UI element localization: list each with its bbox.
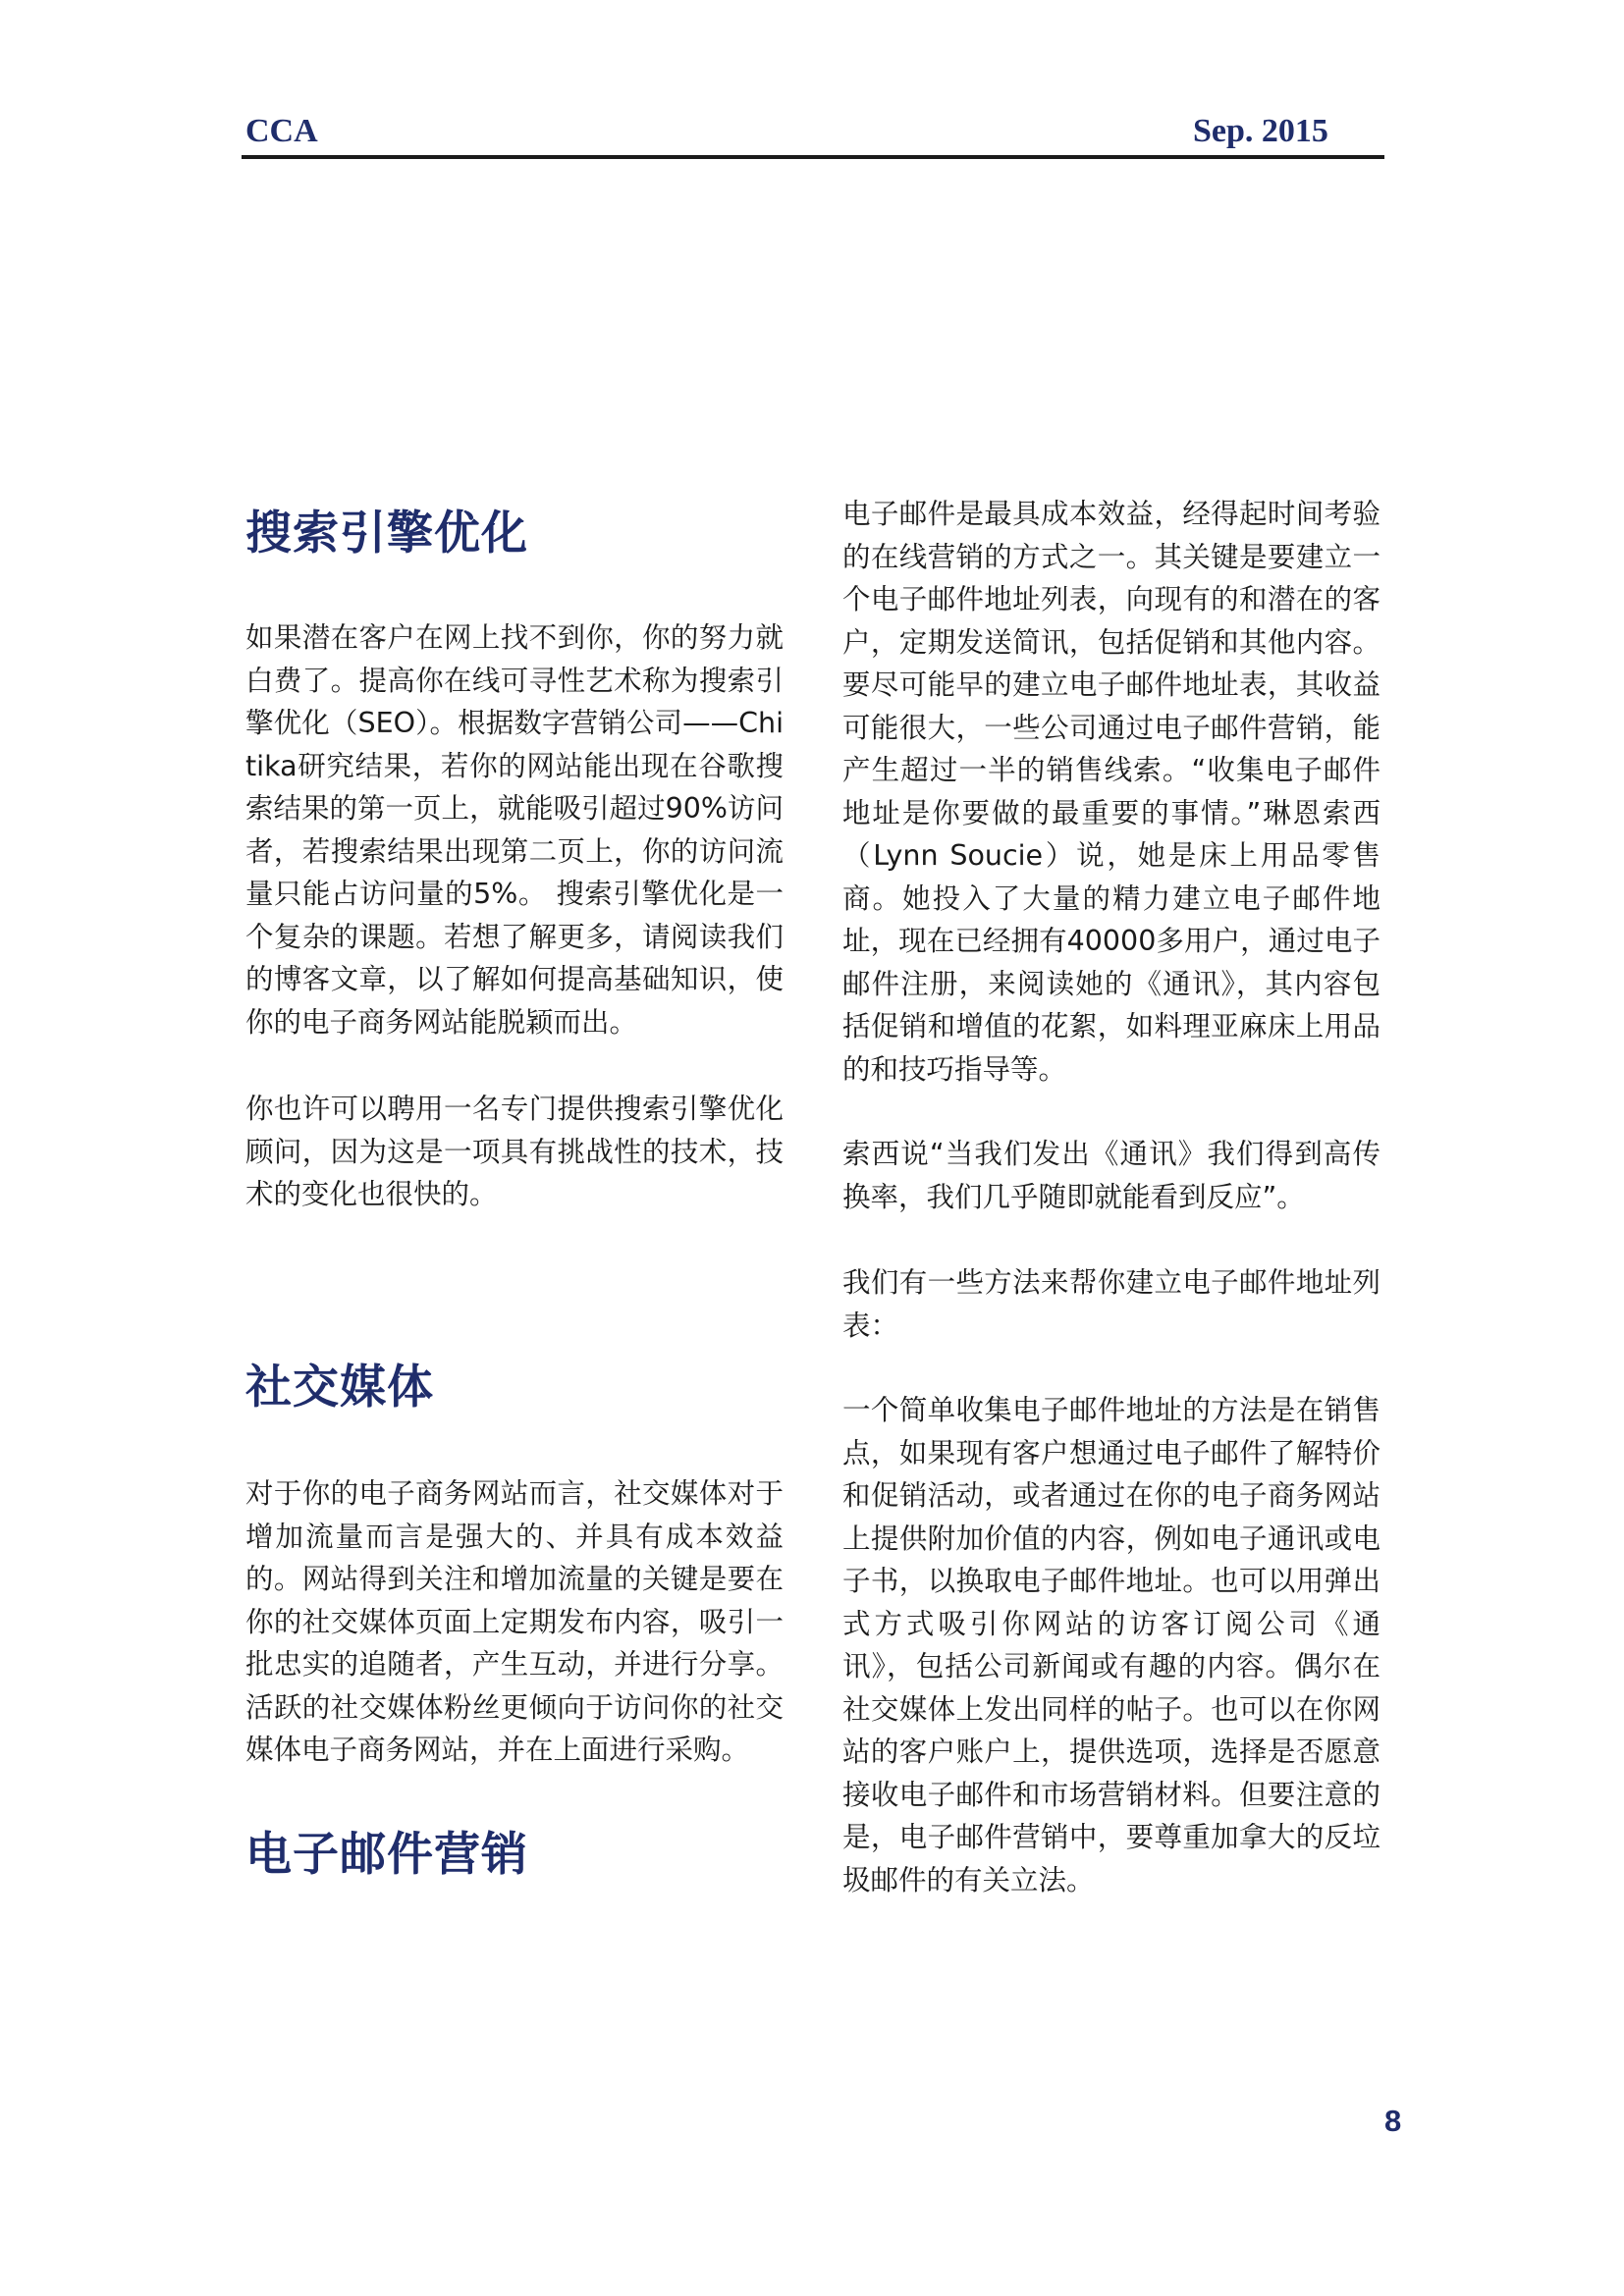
- heading-email-marketing: 电子邮件营销: [245, 1828, 528, 1882]
- header-date: Sep. 2015: [1193, 113, 1328, 149]
- paragraph-seo-consultant: 你也许可以聘用一名专门提供搜索引擎优化顾问，因为这是一项具有挑战性的技术，技术的变化也很快的。: [245, 1093, 784, 1210]
- paragraph-social-media: 对于你的电子商务网站而言，社交媒体对于增加流量而言是强大的、并具有成本效益的。网站得到关注和增加流量的关键是要在你的社交媒体页面上定期发布内容，吸引一批忠实的追随者，产生互动，并进行分享。活跃的社交媒体粉丝更倾向于访问你的社交媒体电子商务网站，并在上面进行采购。: [245, 1477, 784, 1766]
- heading-seo: 搜索引擎优化: [245, 507, 528, 561]
- paragraph-email-quote: 索西说“当我们发出《通讯》我们得到高传换率，我们几乎随即就能看到反应”。: [842, 1138, 1380, 1213]
- page-number: 8: [1384, 2104, 1402, 2138]
- paragraph-email-collection: 一个简单收集电子邮件地址的方法是在销售点，如果现有客户想通过电子邮件了解特价和促销活动，或者通过在你的电子商务网站上提供附加价值的内容，例如电子通讯或电子书，以换取电子邮件地址。也可以用弹出式方式吸引你网站的访客订阅公司《通讯》，包括公司新闻或有趣的内容。偶尔在社交媒体上发出同样的帖子。也可以在你网站的客户账户上，提供选项，选择是否愿意接收电子邮件和市场营销材料。但要注意的是，电子邮件营销中，要尊重加拿大的反垃圾邮件的有关立法。: [842, 1394, 1380, 1896]
- heading-social-media: 社交媒体: [245, 1361, 434, 1415]
- header-divider: [242, 155, 1384, 159]
- header-publication: CCA: [245, 113, 318, 149]
- paragraph-email-intro: 电子邮件是最具成本效益，经得起时间考验的在线营销的方式之一。其关键是要建立一个电子邮件地址列表，向现有的和潜在的客户，定期发送简讯，包括促销和其他内容。要尽可能早的建立电子邮件地址表，其收益可能很大，一些公司通过电子邮件营销，能产生超过一半的销售线索。“收集电子邮件地址是你要做的最重要的事情。”琳恩索西（Lynn Soucie）说，她是床上用品零售商。她投入了大量的精力建立电子邮件地址，现在已经拥有40000多用户，通过电子邮件注册，来阅读她的《通讯》，其内容包括促销和增值的花絮，如料理亚麻床上用品的和技巧指导等。: [842, 498, 1380, 1086]
- paragraph-email-methods: 我们有一些方法来帮你建立电子邮件地址列表：: [842, 1266, 1380, 1342]
- paragraph-seo-intro: 如果潜在客户在网上找不到你，你的努力就白费了。提高你在线可寻性艺术称为搜索引擎优化（SEO）。根据数字营销公司——Chitika研究结果，若你的网站能出现在谷歌搜索结果的第一页上，就能吸引超过90%访问者，若搜索结果出现第二页上，你的访问流量只能占访问量的5%。 搜索引擎优化是一个复杂的课题。若想了解更多，请阅读我们的博客文章，以了解如何提高基础知识，使你的电子商务网站能脱颖而出。: [245, 621, 784, 1039]
